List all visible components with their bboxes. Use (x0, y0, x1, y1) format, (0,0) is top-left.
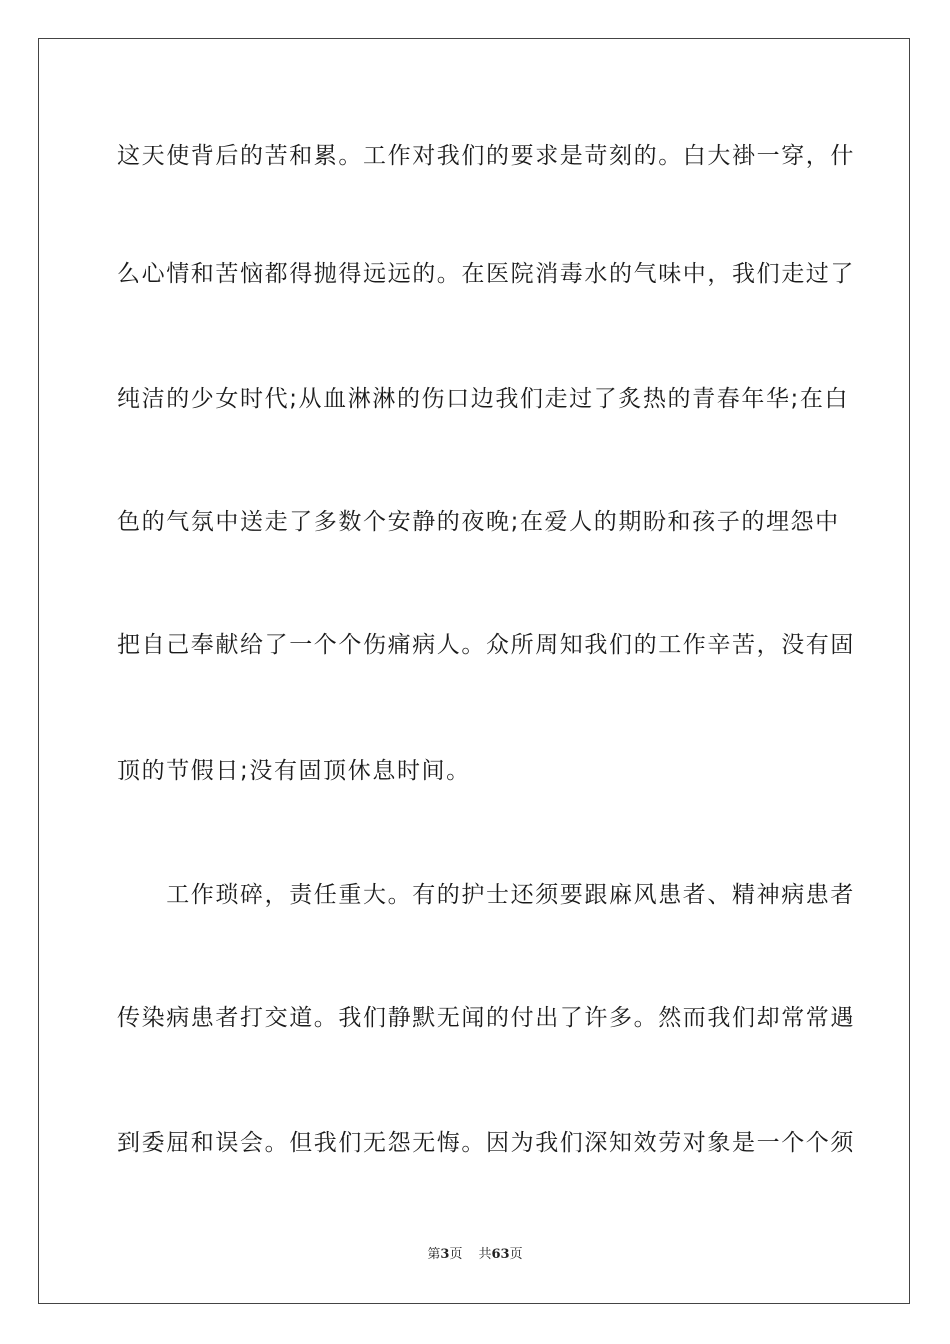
total-suffix: 页 (509, 1247, 523, 1262)
text-line-1: 这天使背后的苦和累。工作对我们的要求是苛刻的。白大褂一穿，什 (117, 143, 855, 169)
text-line-5: 把自己奉献给了一个个伤痛病人。众所周知我们的工作辛苦，没有固 (117, 632, 855, 658)
page-prefix: 第 (427, 1247, 441, 1262)
page-border (38, 38, 910, 1304)
text-line-3: 纯洁的少女时代;从血淋淋的伤口边我们走过了炙热的青春年华;在白 (117, 386, 850, 412)
text-line-8: 传染病患者打交道。我们静默无闻的付出了许多。然而我们却常常遇 (117, 1005, 855, 1031)
total-pages: 63 (491, 1247, 510, 1262)
text-line-9: 到委屈和误会。但我们无怨无悔。因为我们深知效劳对象是一个个须 (117, 1130, 855, 1156)
text-line-7: 工作琐碎，责任重大。有的护士还须要跟麻风患者、精神病患者 (117, 882, 855, 908)
page-number: 3 (440, 1247, 450, 1262)
page-suffix: 页 (449, 1247, 463, 1262)
text-line-2: 么心情和苦恼都得抛得远远的。在医院消毒水的气味中，我们走过了 (117, 261, 855, 287)
text-line-4: 色的气氛中送走了多数个安静的夜晚;在爱人的期盼和孩子的埋怨中 (117, 509, 840, 535)
total-prefix: 共 (478, 1247, 492, 1262)
page-footer (0, 1246, 950, 1264)
text-line-6: 顶的节假日;没有固顶休息时间。 (117, 758, 471, 784)
